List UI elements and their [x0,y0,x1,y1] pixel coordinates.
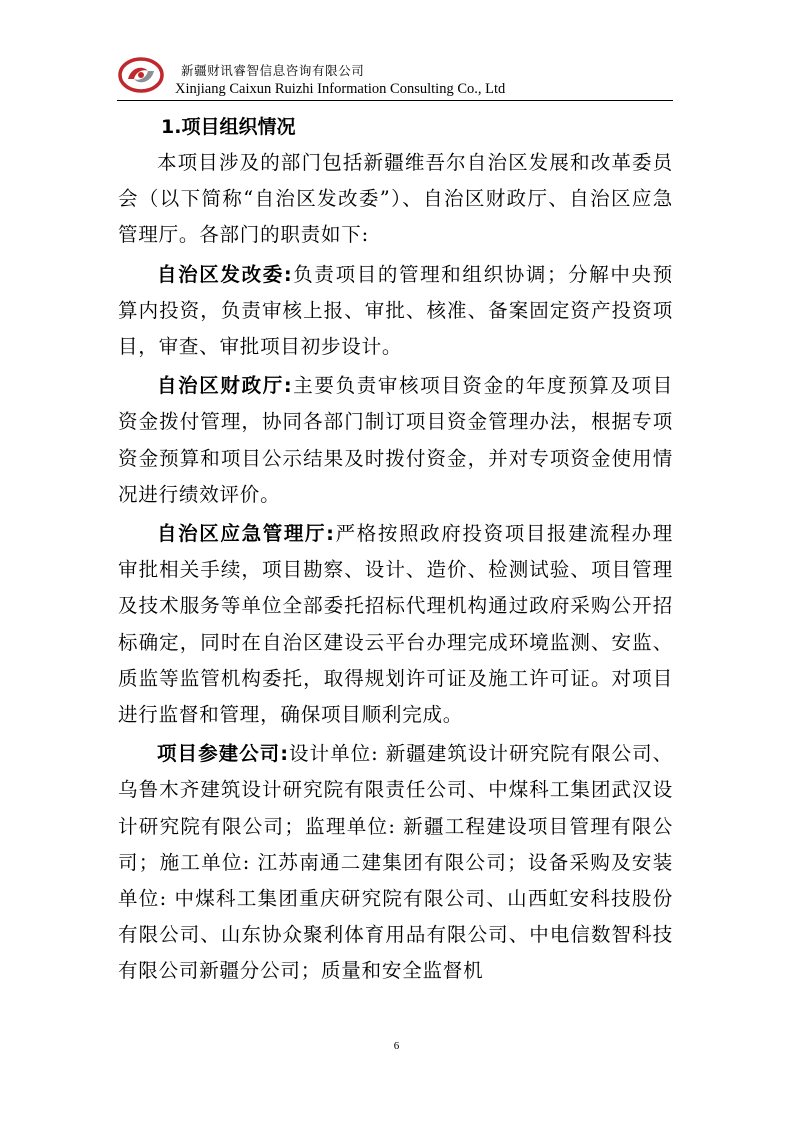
page-number: 6 [393,1040,400,1052]
intro-paragraph: 本项目涉及的部门包括新疆维吾尔自治区发展和改革委员会（以下简称“自治区发改委”）、自治区财政厅、自治区应急管理厅。各部门的职责如下: [118,151,673,247]
company-name-english: Xinjiang Caixun Ruizhi Information Consulting Co., Ltd [175,81,506,97]
paragraph-text: 设计单位: 新疆建筑设计研究院有限公司、乌鲁木齐建筑设计研究院有限责任公司、中煤科工集团武汉设计研究院有限公司；监理单位: 新疆工程建设项目管理有限公司；施工单位: 江苏南通二建集团有限公司；设备采购及安装单位: 中煤科工集团重庆研究院有限公司、山西虹安科技股份有限公司、山东协众聚利体育用品有限公司、中电信数智科技有限公司新疆分公司；质量和安全监督机 [118,742,673,983]
responsibility-paragraph [118,736,673,989]
paragraph-lead: 自治区应急管理厅: [157,522,335,546]
page-header [117,52,673,102]
header-divider [117,100,673,101]
responsibility-paragraph [118,368,673,513]
document-body [118,112,673,990]
paragraph-lead: 自治区财政厅: [157,374,293,398]
company-logo-icon [117,54,165,94]
paragraph-text: 严格按照政府投资项目报建流程办理审批相关手续，项目勘察、设计、造价、检测试验、项目管理及技术服务等单位全部委托招标代理机构通过政府采购公开招标确定，同时在自治区建设云平台办理完成环境监测、安监、质监等监管机构委托，取得规划许可证及施工许可证。对项目进行监督和管理，确保项目顺利完成。 [118,522,673,727]
responsibility-paragraph [118,257,673,366]
paragraph-text: 主要负责审核项目资金的年度预算及项目资金拨付管理，协同各部门制订项目资金管理办法，根据专项资金预算和项目公示结果及时拨付资金，并对专项资金使用情况进行绩效评价。 [118,374,673,506]
paragraph-lead: 自治区发改委: [157,262,293,286]
responsibility-paragraph [118,516,673,733]
section-heading: 1.项目组织情况 [161,116,296,138]
paragraph-text: 负责项目的管理和组织协调；分解中央预算内投资，负责审核上报、审批、核准、备案固定资产投资项目，审查、审批项目初步设计。 [118,262,673,359]
paragraph-lead: 项目参建公司: [157,742,289,766]
company-name-chinese: 新疆财讯睿智信息咨询有限公司 [181,63,365,78]
